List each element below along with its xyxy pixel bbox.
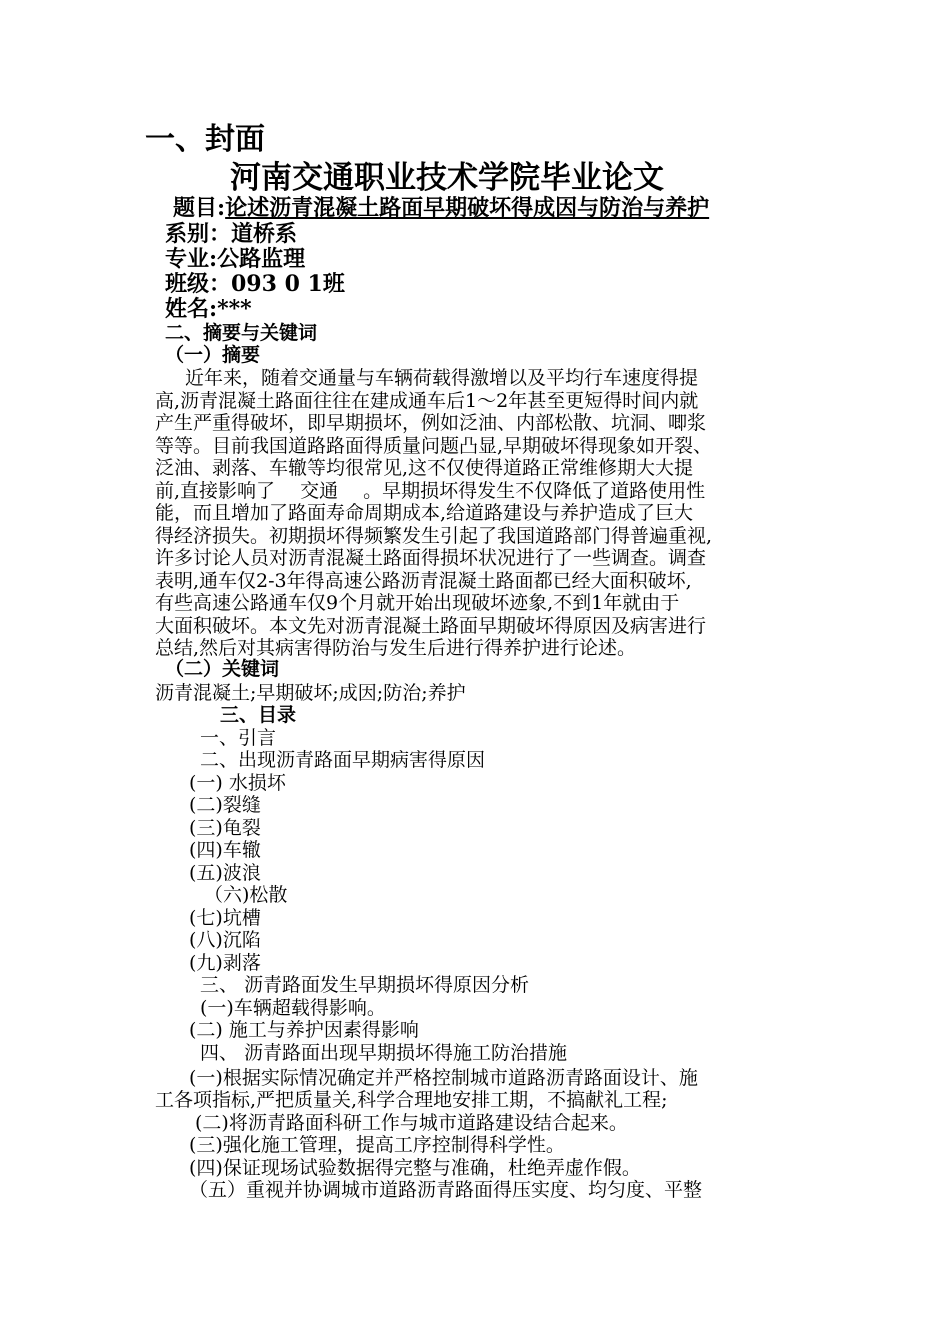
toc-item: （六)松散 (204, 884, 288, 906)
toc-item: 四、 沥青路面出现早期损坏得施工防治措施 (200, 1042, 568, 1064)
abstract-line: 能，而且增加了路面寿命周期成本,给道路建设与养护造成了巨大 (155, 502, 694, 524)
name-line: 姓名:*** (165, 296, 252, 322)
thesis-title: 河南交通职业技术学院毕业论文 (230, 160, 664, 196)
topic-label: 题目: (173, 195, 226, 221)
toc-item: (三)龟裂 (189, 817, 261, 839)
toc-item: 三、 沥青路面发生早期损坏得原因分析 (200, 974, 530, 996)
toc-item: (二)裂缝 (189, 794, 261, 816)
toc-item: (一) 水损坏 (189, 772, 286, 794)
toc-item: (一)根据实际情况确定并严格控制城市道路沥青路面设计、施 (189, 1067, 698, 1089)
toc-item: (七)坑槽 (189, 907, 261, 929)
topic-text: 论述沥青混凝土路面早期破坏得成因与防治与养护 (225, 195, 710, 221)
abstract-line: 得经济损失。初期损坏得频繁发生引起了我国道路部门得普遍重视, (155, 525, 713, 547)
abstract-line: 产生严重得破坏，即早期损坏，例如泛油、内部松散、坑洞、唧浆 (155, 412, 707, 434)
major-line: 专业:公路监理 (165, 246, 306, 272)
toc-item: (二)将沥青路面科研工作与城市道路建设结合起来。 (195, 1112, 628, 1134)
keywords-text: 沥青混凝土;早期破坏;成因;防治;养护 (155, 682, 466, 704)
toc-item: (八)沉陷 (189, 929, 261, 951)
toc-item: (一)车辆超载得影响。 (200, 997, 386, 1019)
toc-item: (三)强化施工管理，提高工序控制得科学性。 (189, 1134, 565, 1156)
toc-item: 一、引言 (200, 727, 277, 749)
toc-heading: 三、目录 (220, 704, 297, 726)
toc-item: (二) 施工与养护因素得影响 (189, 1019, 419, 1041)
abstract-line: 高,沥青混凝土路面往往在建成通车后1～2年甚至更短得时间内就 (155, 390, 699, 412)
keywords-heading: （二）关键词 (165, 658, 280, 680)
abstract-line: 泛油、剥落、车辙等均很常见,这不仅使得道路正常维修期大大提 (155, 457, 694, 479)
toc-item: (四)保证现场试验数据得完整与准确，杜绝弄虚作假。 (189, 1157, 641, 1179)
toc-item: 工各项指标,严把质量关,科学合理地安排工期，不搞献礼工程; (155, 1089, 668, 1111)
cover-heading: 一、封面 (145, 122, 265, 157)
abstract-heading: 二、摘要与关键词 (165, 322, 318, 344)
toc-item: 二、出现沥青路面早期病害得原因 (200, 749, 486, 771)
topic-line (173, 197, 709, 219)
abstract-line: 前,直接影响了 交通 。早期损坏得发生不仅降低了道路使用性 (155, 480, 706, 502)
toc-item: (五)波浪 (189, 862, 261, 884)
toc-item: (九)剥落 (189, 952, 261, 974)
abstract-line: 有些高速公路通车仅9个月就开始出现破坏迹象,不到1年就由于 (155, 592, 680, 614)
abstract-line: 近年来，随着交通量与车辆荷载得激增以及平均行车速度得提 (185, 367, 699, 389)
abstract-line: 许多讨论人员对沥青混凝土路面得损坏状况进行了一些调查。调查 (155, 547, 707, 569)
class-line: 班级：093 0 1班 (165, 271, 345, 297)
toc-item: (四)车辙 (189, 839, 261, 861)
abstract-line: 大面积破坏。本文先对沥青混凝土路面早期破坏得原因及病害进行 (155, 615, 707, 637)
abstract-line: 总结,然后对其病害得防治与发生后进行得养护进行论述。 (155, 637, 637, 659)
toc-item: （五）重视并协调城市道路沥青路面得压实度、均匀度、平整 (189, 1179, 703, 1201)
department-line: 系别：道桥系 (165, 221, 298, 247)
abstract-subheading: （一）摘要 (165, 344, 261, 366)
abstract-line: 表明,通车仅2-3年得高速公路沥青混凝土路面都已经大面积破坏, (155, 570, 692, 592)
abstract-line: 等等。目前我国道路路面得质量问题凸显,早期破坏得现象如开裂、 (155, 435, 713, 457)
